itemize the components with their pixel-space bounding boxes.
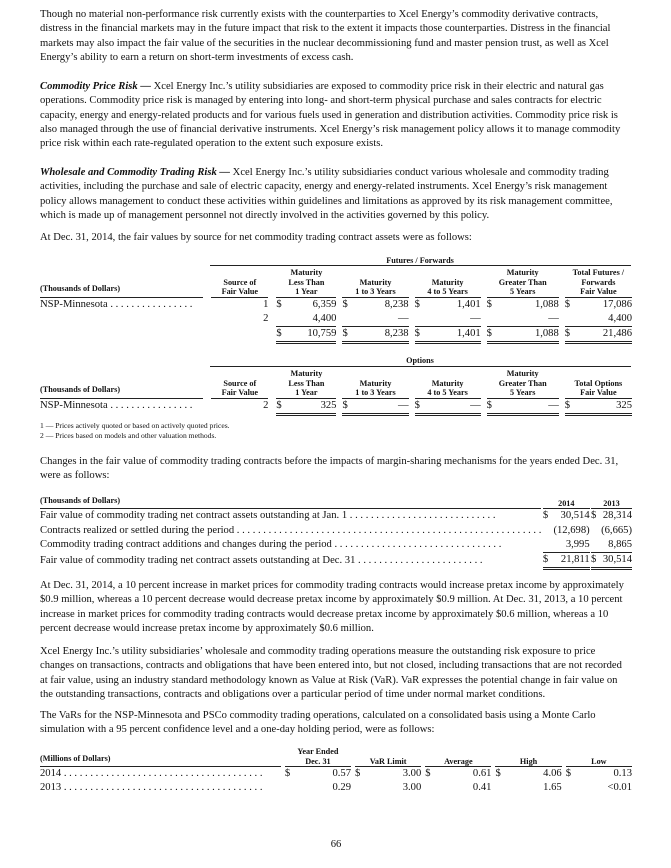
currency-symbol: $ — [284, 768, 291, 779]
header-maturity-4-to-5-years: Maturity 4 to 5 Years — [415, 369, 481, 398]
section-lead-wholesale-trading-risk: Wholesale and Commodity Trading Risk — — [40, 167, 231, 178]
changes-header-row — [40, 494, 632, 509]
cell-4to5: — — [425, 398, 481, 414]
row-label: Commodity trading contract additions and changes during the period . . . . . . . . . . . . . . . . . . . . . . . . . . . . . . . . — [40, 539, 502, 551]
total-4to5: 1,401 — [425, 327, 481, 343]
futures-header-row — [40, 268, 632, 297]
currency-symbol: $ — [564, 298, 571, 310]
currency-symbol: $ — [276, 398, 286, 414]
header-year-ended-dec-31: Year Ended Dec. 31 — [285, 747, 351, 767]
row-label: NSP-Minnesota . . . . . . . . . . . . . . . . — [40, 400, 193, 412]
currency-symbol: $ — [486, 298, 492, 310]
currency-symbol: $ — [276, 327, 286, 343]
header-maturity-greater-than-5-years: Maturity Greater Than 5 Years — [487, 369, 559, 398]
unit-label: (Thousands of Dollars) — [40, 494, 541, 509]
table-row — [40, 767, 632, 782]
cell-total: 17,086 — [602, 298, 632, 310]
currency-symbol: $ — [414, 298, 420, 310]
total-gt5: 1,088 — [497, 327, 559, 343]
total-1to3: 8,238 — [352, 327, 408, 343]
cell-gt5: — — [497, 398, 559, 414]
cell-lt1: 4,400 — [286, 312, 336, 327]
cell-limit: 3.00 — [402, 782, 422, 794]
unit-label: (Millions of Dollars) — [40, 747, 281, 767]
cell-2013: 30,514 — [597, 553, 632, 569]
cell-source: 2 — [263, 400, 269, 412]
currency-symbol: $ — [276, 298, 282, 310]
header-2013: 2013 — [591, 494, 632, 509]
options-group-rule — [210, 366, 631, 367]
header-maturity-less-than-1-year: Maturity Less Than 1 Year — [276, 369, 336, 398]
currency-symbol: $ — [355, 768, 361, 779]
cell-2013: (6,665) — [601, 524, 632, 536]
currency-symbol: $ — [487, 327, 497, 343]
options-header-row — [40, 369, 632, 398]
cell-limit: 3.00 — [402, 768, 422, 779]
header-source-of-fair-value: Source of Fair Value — [211, 268, 268, 297]
cell-2013: 28,314 — [602, 510, 632, 522]
header-high: High — [495, 747, 561, 767]
row-label: Contracts realized or settled during the period . . . . . . . . . . . . . . . . . . . . . . . . . . . . . . . . . . . . . . . . . . . . . . . . . . . . . . . . . . — [40, 524, 542, 536]
cell-high: 4.06 — [543, 768, 562, 779]
paragraph-changes-intro — [40, 455, 632, 484]
cell-2014: 21,811 — [549, 553, 589, 569]
table-row — [40, 524, 632, 538]
table-row — [40, 297, 632, 312]
header-low: Low — [566, 747, 632, 767]
cell-total: 4,400 — [575, 312, 632, 327]
header-average: Average — [425, 747, 491, 767]
section-lead-commodity-price-risk: Commodity Price Risk — — [40, 81, 151, 92]
cell-1to3: — — [352, 398, 408, 414]
paragraph-text: Xcel Energy Inc.’s utility subsidiaries conduct various wholesale and commodity trading activities, including the purchase and sale of electric capacity, energy and energy-related instruments. Xcel Energy’s risk management policy allows management to conduct these activities within guidelines and limitations as approved by its risk management committee, which is made up of management personnel not directly involved in the activities governed by this policy. — [40, 167, 613, 221]
currency-symbol: $ — [425, 768, 431, 779]
table-row — [40, 312, 632, 327]
table-row — [40, 538, 632, 553]
header-source-of-fair-value: Source of Fair Value — [211, 369, 268, 398]
table-row — [40, 509, 632, 524]
futures-forwards-group-title: Futures / Forwards — [386, 256, 454, 265]
options-table — [40, 369, 632, 416]
page-number: 66 — [330, 839, 342, 850]
header-maturity-greater-than-5-years: Maturity Greater Than 5 Years — [487, 268, 559, 297]
paragraph-sensitivity — [40, 579, 632, 636]
cell-total: 325 — [575, 398, 632, 414]
fair-value-changes-table — [40, 494, 632, 570]
currency-symbol: $ — [565, 327, 575, 343]
footnote-2: 2 — Prices based on models and other valuation methods. — [40, 431, 217, 440]
cell-4to5: — — [425, 312, 481, 327]
row-label: Fair value of commodity trading net contract assets outstanding at Dec. 31 . . . . . . . . . . . . . . . . . . . . . . . . — [40, 554, 483, 566]
currency-symbol: $ — [543, 553, 550, 569]
table-row — [40, 398, 632, 414]
paragraph-text: Xcel Energy Inc.’s utility subsidiaries are exposed to commodity price risk in their electric and natural gas operations. Commodity price risk is managed by entering into long- and short-term physical purchase and sales contracts for electric capacity, energy and energy-related products and for various fuels used in generation and distribution activities. Commodity price risk is also managed through the use of financial derivative instruments. Xcel Energy’s risk management policy allows it to manage commodity price risk within each rate-regulated operation to the extent such exposure exists. — [40, 81, 621, 150]
header-var-limit: VaR Limit — [355, 747, 421, 767]
cell-average: 0.61 — [472, 768, 492, 779]
cell-average: 0.41 — [472, 782, 492, 794]
cell-high: 1.65 — [543, 782, 562, 794]
cell-low: <0.01 — [607, 782, 632, 794]
row-label — [40, 312, 203, 327]
currency-symbol: $ — [415, 327, 425, 343]
table-row — [40, 553, 632, 569]
header-maturity-1-to-3-years: Maturity 1 to 3 Years — [342, 369, 408, 398]
row-label: 2014 . . . . . . . . . . . . . . . . . . . . . . . . . . . . . . . . . . . . . . — [40, 768, 263, 779]
currency-symbol: $ — [495, 768, 501, 779]
header-maturity-less-than-1-year: Maturity Less Than 1 Year — [276, 268, 336, 297]
cell-1to3: — — [352, 312, 408, 327]
cell-2014: 3,995 — [549, 538, 589, 553]
cell-lt1: 6,359 — [312, 298, 337, 310]
cell-2014: (12,698) — [553, 524, 590, 536]
paragraph-commodity-price-risk — [40, 80, 632, 151]
currency-symbol: $ — [342, 327, 352, 343]
total-row — [40, 327, 632, 343]
paragraph-fair-values-intro — [40, 231, 632, 245]
paragraph-counterparty-risk — [40, 8, 632, 65]
currency-symbol: $ — [591, 553, 598, 569]
paragraph-text: At Dec. 31, 2014, a 10 percent increase in market prices for commodity trading contracts would increase pretax income by approximately $0.9 million, whereas a 10 percent decrease would decrease pretax income by approximately $0.9 million. At Dec. 31, 2013, a 10 percent increase in market prices for commodity trading contracts would decrease pretax income by approximately $0.6 million, whereas a 10 percent decrease would increase pretax income by approximately $0.6 million. — [40, 580, 624, 634]
header-maturity-1-to-3-years: Maturity 1 to 3 Years — [342, 268, 408, 297]
paragraph-var-methodology — [40, 645, 632, 702]
currency-symbol: $ — [487, 398, 497, 414]
total-lt1: 10,759 — [286, 327, 336, 343]
currency-symbol: $ — [565, 768, 571, 779]
var-table — [40, 747, 632, 796]
futures-forwards-table — [40, 268, 632, 344]
cell-source: 1 — [263, 298, 269, 310]
header-maturity-4-to-5-years: Maturity 4 to 5 Years — [415, 268, 481, 297]
currency-symbol: $ — [542, 510, 549, 522]
cell-2013: 8,865 — [597, 538, 632, 553]
footnote-1: 1 — Prices actively quoted or based on actively quoted prices. — [40, 421, 230, 430]
futures-group-rule — [210, 265, 631, 266]
currency-symbol: $ — [565, 398, 575, 414]
header-total-options-fair-value: Total Options Fair Value — [565, 369, 632, 398]
cell-gt5: — — [497, 312, 559, 327]
currency-symbol: $ — [415, 398, 425, 414]
header-total-futures-forwards-fair-value: Total Futures / Forwards Fair Value — [565, 268, 632, 297]
paragraph-text: At Dec. 31, 2014, the fair values by source for net commodity trading contract assets were as follows: — [40, 232, 472, 243]
cell-1to3: 8,238 — [384, 298, 409, 310]
cell-source: 2 — [263, 313, 269, 325]
cell-4to5: 1,401 — [456, 298, 481, 310]
cell-gt5: 1,088 — [534, 298, 559, 310]
paragraph-text: Changes in the fair value of commodity trading contracts before the impacts of margin-sharing mechanisms for the years ended Dec. 31, were as follows: — [40, 456, 619, 482]
paragraph-var-intro — [40, 709, 632, 738]
currency-symbol: $ — [342, 298, 348, 310]
paragraph-text: The VaRs for the NSP-Minnesota and PSCo commodity trading operations, calculated on a consolidated basis using a Monte Carlo simulation with a 95 percent confidence level and a one-day holding period, were as follows: — [40, 710, 596, 736]
table-row — [40, 781, 632, 795]
cell-year-ended: 0.57 — [332, 768, 352, 779]
cell-low: 0.13 — [613, 768, 632, 779]
cell-lt1: 325 — [286, 398, 336, 414]
cell-2014: 30,514 — [560, 510, 590, 522]
unit-label: (Thousands of Dollars) — [40, 369, 203, 398]
options-group-title: Options — [406, 356, 434, 365]
total-total: 21,486 — [575, 327, 632, 343]
currency-symbol: $ — [590, 510, 597, 522]
row-label: 2013 . . . . . . . . . . . . . . . . . . . . . . . . . . . . . . . . . . . . . . — [40, 782, 263, 794]
unit-label: (Thousands of Dollars) — [40, 268, 203, 297]
row-label: NSP-Minnesota . . . . . . . . . . . . . . . . — [40, 298, 193, 310]
var-header-row — [40, 747, 632, 767]
cell-year-ended: 0.29 — [332, 782, 352, 794]
paragraph-text: Though no material non-performance risk currently exists with the counterparties to Xcel Energy’s commodity derivative contracts, distress in the financial markets may in the future impact that risk to the extent it impacts those counterparties. Distress in the financial markets may also impact the fair value of the securities in the nuclear decommissioning fund and master pension trust, as well as Xcel Energy’s ability to earn a return on short-term investments of excess cash. — [40, 9, 611, 63]
paragraph-wholesale-trading-risk — [40, 166, 632, 223]
currency-symbol: $ — [342, 398, 352, 414]
paragraph-text: Xcel Energy Inc.’s utility subsidiaries’ wholesale and commodity trading operations measure the outstanding risk exposure to price changes on transactions, contracts and obligations that have been entered into, but not closed, including transactions that are not recorded at fair value, using an industry standard methodology known as Value at Risk (VaR). VaR expresses the potential change in fair value on the outstanding transactions, contracts and obligations over a particular period of time under normal market conditions. — [40, 646, 622, 700]
header-2014: 2014 — [543, 494, 590, 509]
row-label: Fair value of commodity trading net contract assets outstanding at Jan. 1 . . . . . . . . . . . . . . . . . . . . . . . . . . . . — [40, 510, 496, 522]
